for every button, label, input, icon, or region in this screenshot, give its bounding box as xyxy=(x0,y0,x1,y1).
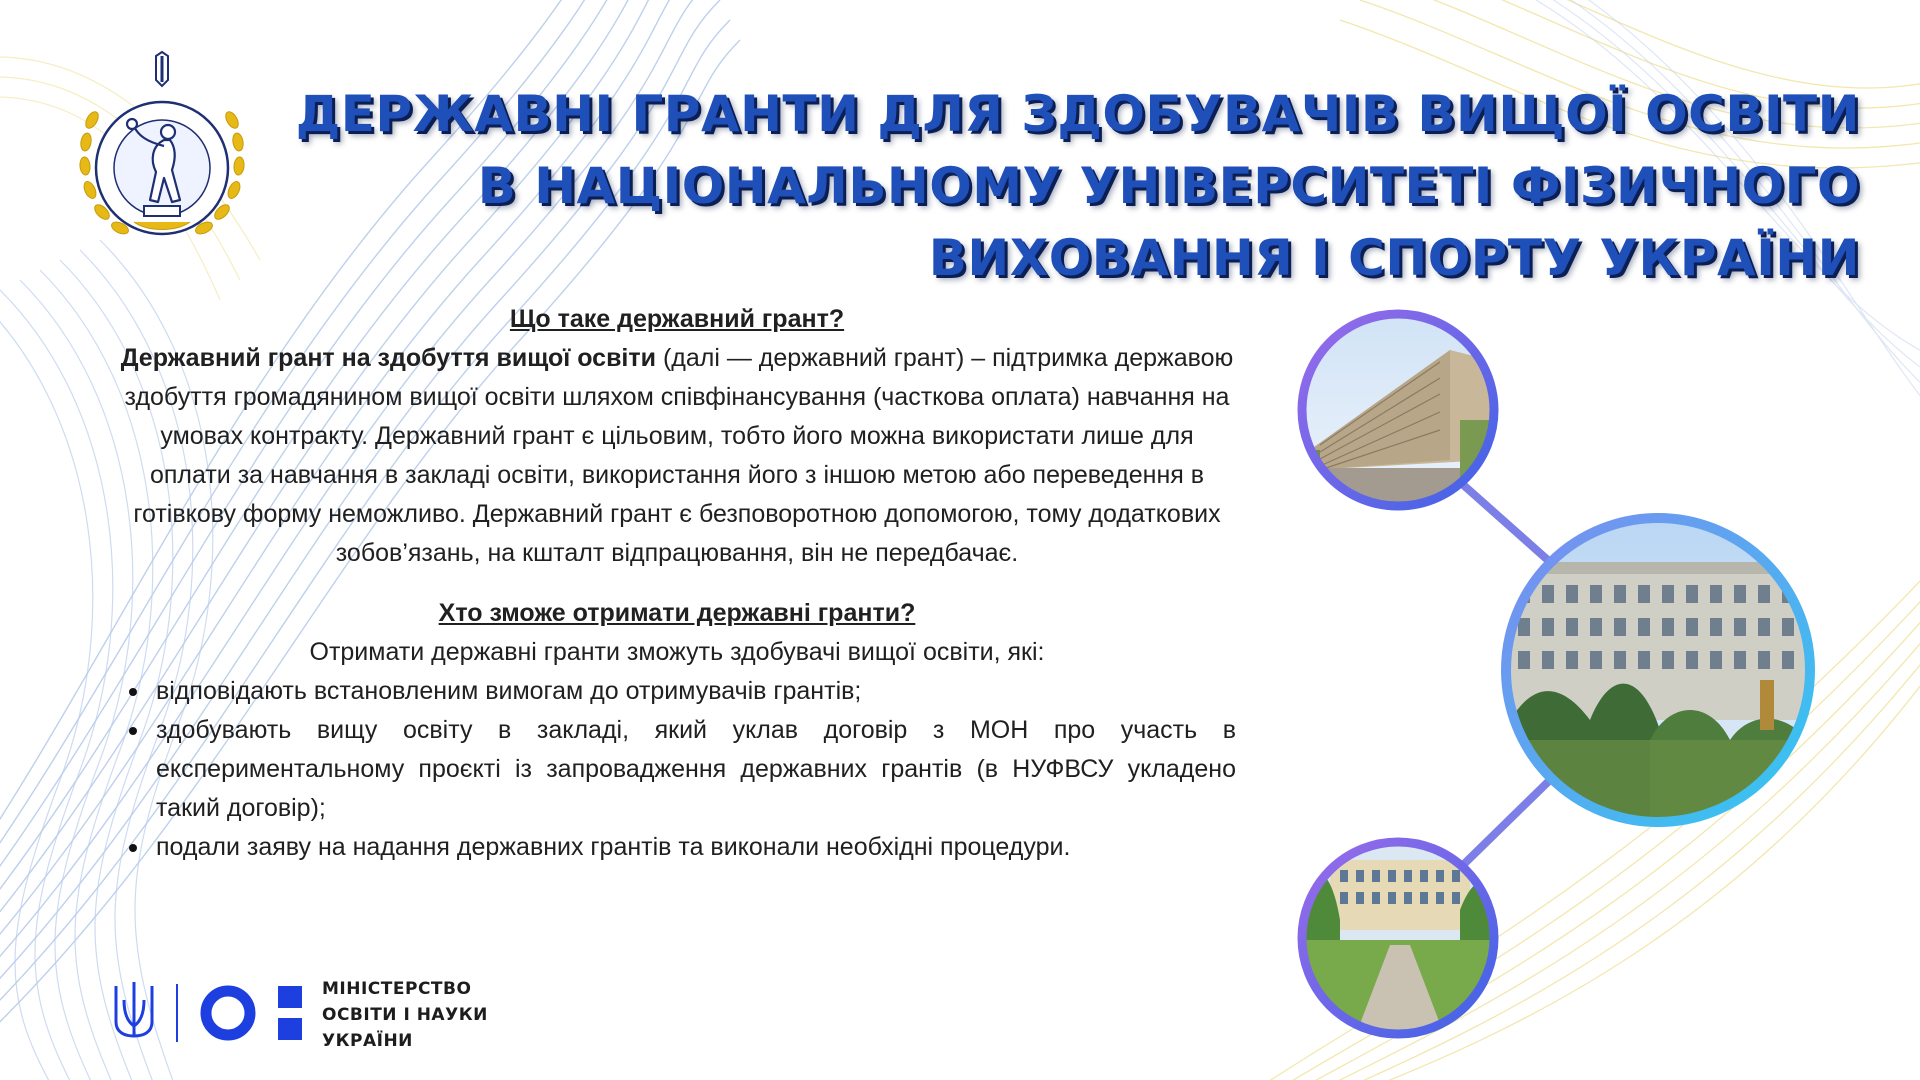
ministry-name xyxy=(322,976,488,1054)
ministry-name-line-2: ОСВІТИ І НАУКИ xyxy=(322,1005,488,1025)
campus-photo-yard xyxy=(1290,830,1510,1040)
ministry-name-line-1: МІНІСТЕРСТВО xyxy=(322,979,472,999)
grant-definition-lead: Державний грант на здобуття вищої освіти xyxy=(120,344,656,372)
campus-photos xyxy=(1290,300,1850,1040)
ministry-o-mark xyxy=(206,991,250,1035)
title-line-3: ВИХОВАННЯ І СПОРТУ УКРАЇНИ xyxy=(928,229,1860,287)
section-heading-what-is-grant: Що таке державний грант? xyxy=(509,305,845,333)
trident-icon xyxy=(156,52,168,86)
ministry-name-line-3: УКРАЇНИ xyxy=(322,1031,413,1051)
section-heading-who-can-get: Хто зможе отримати державні гранти? xyxy=(438,599,916,627)
list-item: здобувають вищу освіту в закладі, який уклав договір з МОН про участь в експериментальному проєкті із запровадження державних грантів (в НУФВСУ укладено такий договір); xyxy=(156,711,1236,828)
eligibility-intro: Отримати державні гранти зможуть здобувачі вищої освіти, які: xyxy=(309,638,1045,666)
grant-definition-text: (далі — державний грант) – підтримка державою здобуття громадянином вищої освіти шляхом співфінансування (часткова оплата) навчання на умовах контракту. Державний грант є цільовим, тобто його можна використати лише для оплати за навчання в закладі освіти, використання його з іншою метою або переведення в готівкову форму неможливо. Державний грант є безповоротною допомогою, тому додаткових зобов’язань, на кшталт відпрацювання, він не передбачає. xyxy=(124,344,1234,567)
page-title xyxy=(280,78,1860,294)
university-emblem xyxy=(72,50,252,260)
title-line-2: В НАЦІОНАЛЬНОМУ УНІВЕРСИТЕТІ ФІЗИЧНОГО xyxy=(477,157,1860,215)
trident-icon xyxy=(116,982,152,1036)
eligibility-list xyxy=(118,672,1236,867)
title-line-1: ДЕРЖАВНІ ГРАНТИ ДЛЯ ЗДОБУВАЧІВ ВИЩОЇ ОСВІТИ xyxy=(295,85,1860,143)
list-item: подали заяву на надання державних грантів та виконали необхідні процедури. xyxy=(156,828,1236,867)
content-body xyxy=(118,300,1236,867)
list-item: відповідають встановленим вимогам до отримувачів грантів; xyxy=(156,672,1236,711)
grant-definition-paragraph xyxy=(118,339,1236,573)
